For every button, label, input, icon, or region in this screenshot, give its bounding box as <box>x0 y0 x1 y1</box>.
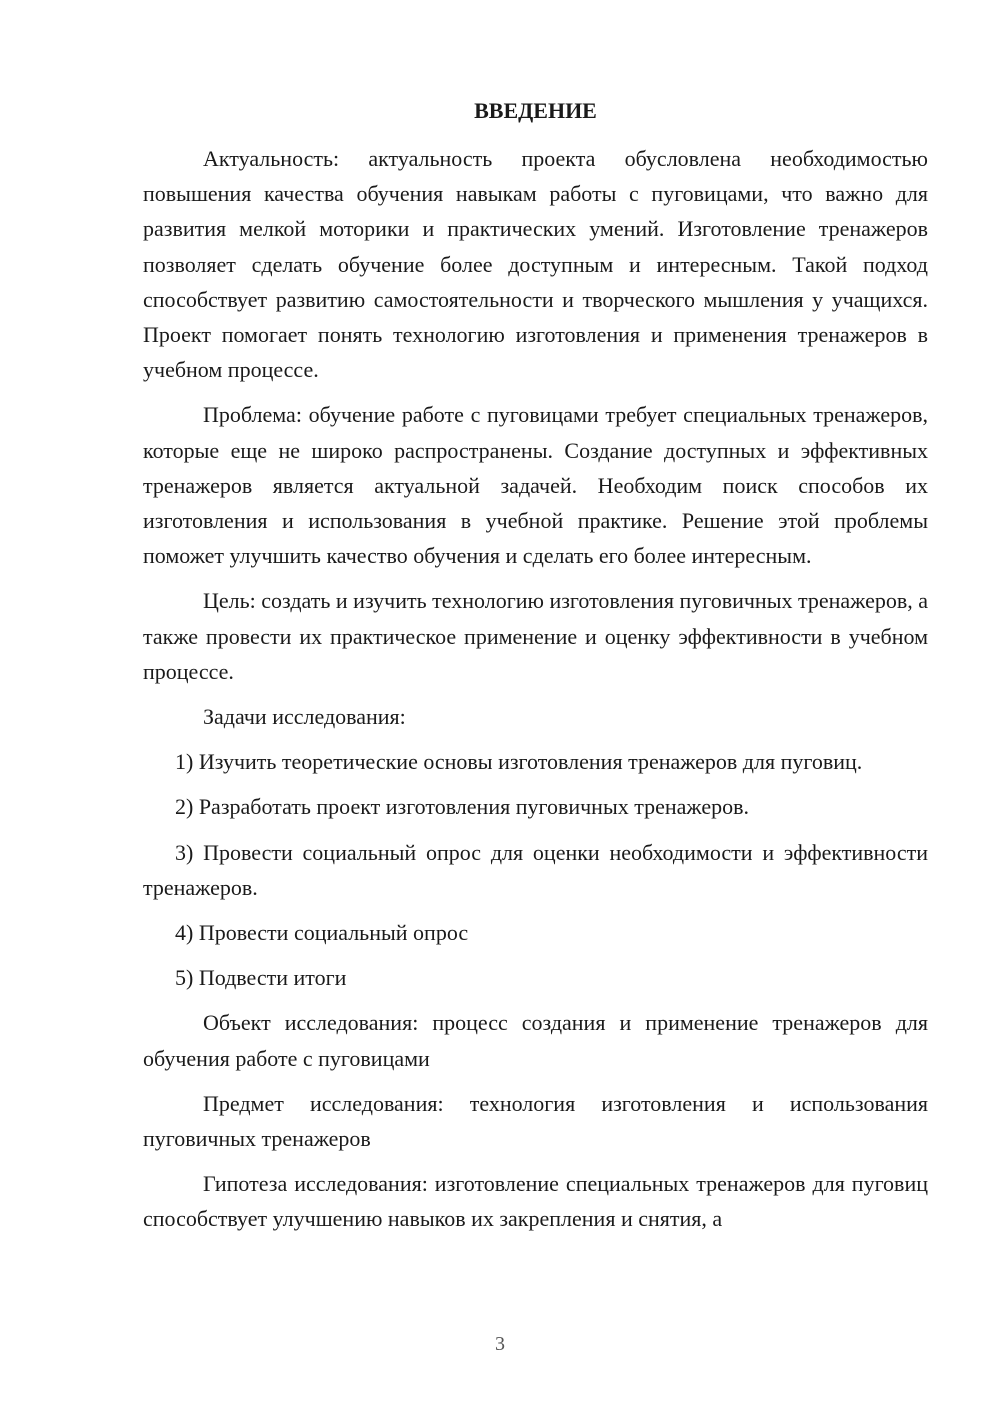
list-item: 1) Изучить теоретические основы изготовления тренажеров для пуговиц. <box>175 749 863 775</box>
paragraph-goal: Цель: создать и изучить технологию изготовления пуговичных тренажеров, а также провести их практическое применение и оценку эффективности в учебном процессе. <box>143 588 928 684</box>
list-item: 2) Разработать проект изготовления пуговичных тренажеров. <box>175 794 749 820</box>
list-item: 3) Провести социальный опрос для оценки необходимости и эффективности тренажеров. <box>143 839 928 900</box>
tasks-title: Задачи исследования: <box>203 704 406 730</box>
list-item: 4) Провести социальный опрос <box>175 920 469 946</box>
paragraph-subject: Предмет исследования: технология изготовления и использования пуговичных тренажеров <box>143 1090 928 1152</box>
section-heading: ВВЕДЕНИЕ <box>474 98 597 123</box>
page-content <box>143 93 928 1247</box>
list-item: 5) Подвести итоги <box>175 965 347 991</box>
paragraph-hypothesis: Гипотеза исследования: изготовление специальных тренажеров для пуговиц способствует улучшению навыков их закрепления и снятия, а <box>143 1171 928 1232</box>
tasks-list <box>143 744 928 995</box>
paragraph-problem: Проблема: обучение работе с пуговицами требует специальных тренажеров, которые еще не широко распространены. Создание доступных и эффективных тренажеров является актуальной задачей. Необходим поиск способов их изготовления и использования в учебной практике. Решение этой проблемы поможет улучшить качество обучения и сделать его более интересным. <box>143 402 928 569</box>
page-number: 3 <box>495 1333 505 1355</box>
paragraph-relevance: Актуальность: актуальность проекта обусловлена необходимостью повышения качества обучения навыкам работы с пуговицами, что важно для развития мелкой моторики и практических умений. Изготовление тренажеров позволяет сделать обучение более доступным и интересным. Такой подход способствует развитию самостоятельности и творческого мышления у учащихся. Проект помогает понять технологию изготовления и применения тренажеров в учебном процессе. <box>143 146 928 383</box>
paragraph-object: Объект исследования: процесс создания и применение тренажеров для обучения работе с пуговицами <box>143 1010 928 1071</box>
